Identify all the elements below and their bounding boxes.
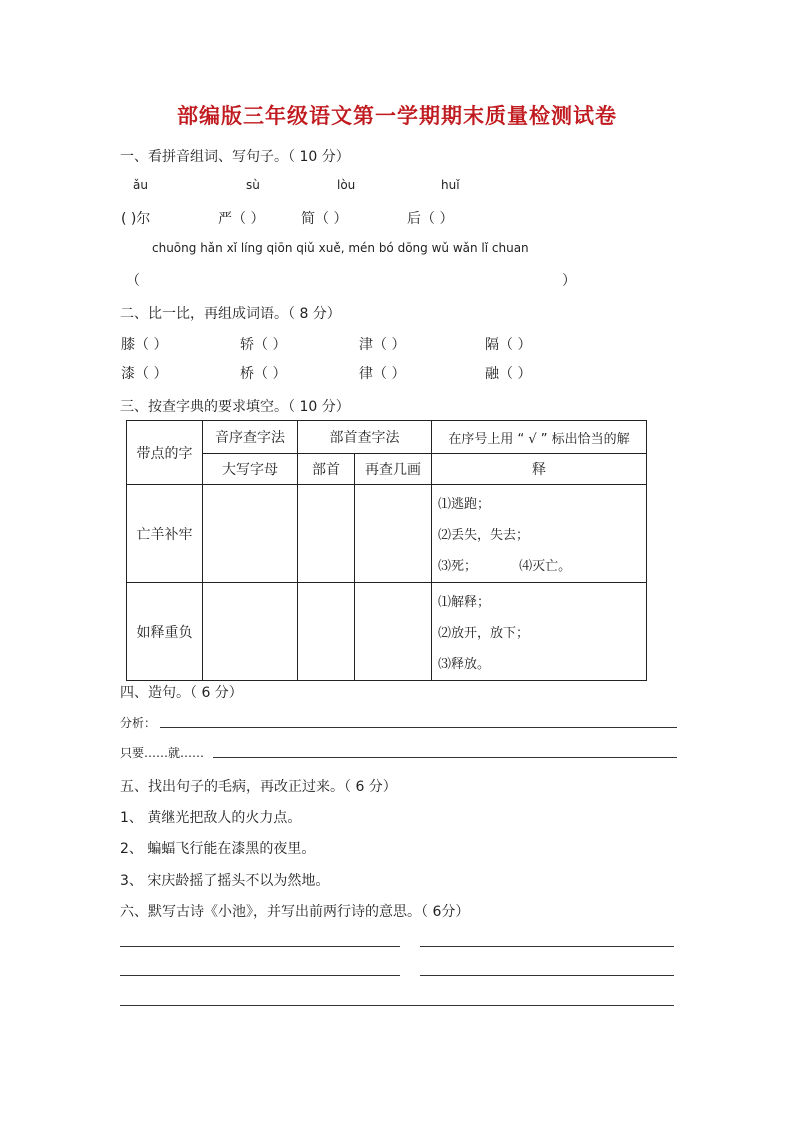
answer-line[interactable] [120, 975, 400, 976]
answer-line[interactable] [160, 727, 677, 728]
answer-capital-2[interactable] [203, 583, 298, 681]
answer-line[interactable] [420, 946, 674, 947]
header-strokes: 再查几画 [355, 454, 432, 485]
compare-5: 漆（ ） [121, 366, 168, 382]
option: ⑴逃跑； [438, 497, 491, 512]
section6-heading: 六、默写古诗《小池》，并写出前两行诗的意思。（ 6分） [120, 904, 470, 920]
pinyin-1: ǎu [133, 178, 148, 192]
pinyin-4: huǐ [441, 178, 460, 192]
answer-radical-1[interactable] [298, 485, 355, 583]
pinyin-3: lòu [337, 178, 356, 192]
option: ⑷灭亡。 [519, 559, 572, 574]
compare-2: 轿（ ） [240, 337, 287, 353]
compare-6: 桥（ ） [240, 366, 287, 382]
answer-strokes-1[interactable] [355, 485, 432, 583]
answer-strokes-2[interactable] [355, 583, 432, 681]
section3-heading: 三、按查字典的要求填空。（ 10 分） [120, 399, 350, 415]
sentence-close: ） [562, 273, 576, 289]
dictionary-table [126, 420, 647, 681]
pinyin-2: sù [246, 178, 260, 192]
error-sentence-2: 2、 蝙蝠飞行能在漆黑的夜里。 [120, 841, 316, 857]
option: ⑵放开，放下； [438, 626, 530, 641]
answer-line[interactable] [213, 757, 677, 758]
option: ⑶死； [438, 559, 478, 574]
answer-line[interactable] [120, 1005, 674, 1006]
error-sentence-1: 1、 黄继光把敌人的火力点。 [120, 810, 302, 826]
compare-3: 津（ ） [359, 337, 406, 353]
meaning-options-2 [432, 583, 647, 681]
header-char: 带点的字 [127, 421, 203, 485]
compare-7: 律（ ） [359, 366, 406, 382]
header-bushou: 部首查字法 [298, 421, 432, 454]
section1-heading: 一、看拼音组词、写句子。（ 10 分） [120, 149, 350, 165]
word-cell-2: 如释重负 [127, 583, 203, 681]
answer-radical-2[interactable] [298, 583, 355, 681]
page-title: 部编版三年级语文第一学期期末质量检测试卷 [177, 103, 617, 128]
option: ⑵丢失，失去； [438, 528, 530, 543]
answer-line[interactable] [420, 975, 674, 976]
sentence-item-2: 只要……就…… [120, 746, 205, 760]
header-mark-cont: 释 [432, 454, 647, 485]
sentence-item-1: 分析： [120, 716, 157, 730]
header-radical: 部首 [298, 454, 355, 485]
word-cell-1: 亡羊补牢 [127, 485, 203, 583]
blank-3: 简（ ） [301, 211, 348, 227]
blank-2: 严（ ） [218, 211, 265, 227]
blank-1: ( )尔 [121, 211, 151, 227]
sentence-pinyin: chuōng hǎn xǐ líng qiōn qiǔ xuě, mén bó dōng wǔ wǎn lǐ chuan [152, 241, 529, 255]
answer-capital-1[interactable] [203, 485, 298, 583]
header-capital: 大写字母 [203, 454, 298, 485]
section4-heading: 四、造句。（ 6 分） [120, 685, 243, 701]
section5-heading: 五、找出句子的毛病，再改正过来。（ 6 分） [120, 779, 397, 795]
blank-4: 后（ ） [407, 211, 454, 227]
meaning-options-1 [432, 485, 647, 583]
sentence-open: （ [126, 273, 140, 289]
option: ⑴解释； [438, 595, 491, 610]
section2-heading: 二、比一比，再组成词语。（ 8 分） [120, 306, 341, 322]
header-mark: 在序号上用 “ √ ” 标出恰当的解 [432, 421, 647, 454]
error-sentence-3: 3、 宋庆龄摇了摇头不以为然地。 [120, 873, 330, 889]
compare-8: 融（ ） [485, 366, 532, 382]
compare-1: 膝（ ） [121, 337, 168, 353]
option: ⑶释放。 [438, 657, 491, 672]
answer-line[interactable] [120, 946, 400, 947]
header-yinxu: 音序查字法 [203, 421, 298, 454]
compare-4: 隔（ ） [485, 337, 532, 353]
